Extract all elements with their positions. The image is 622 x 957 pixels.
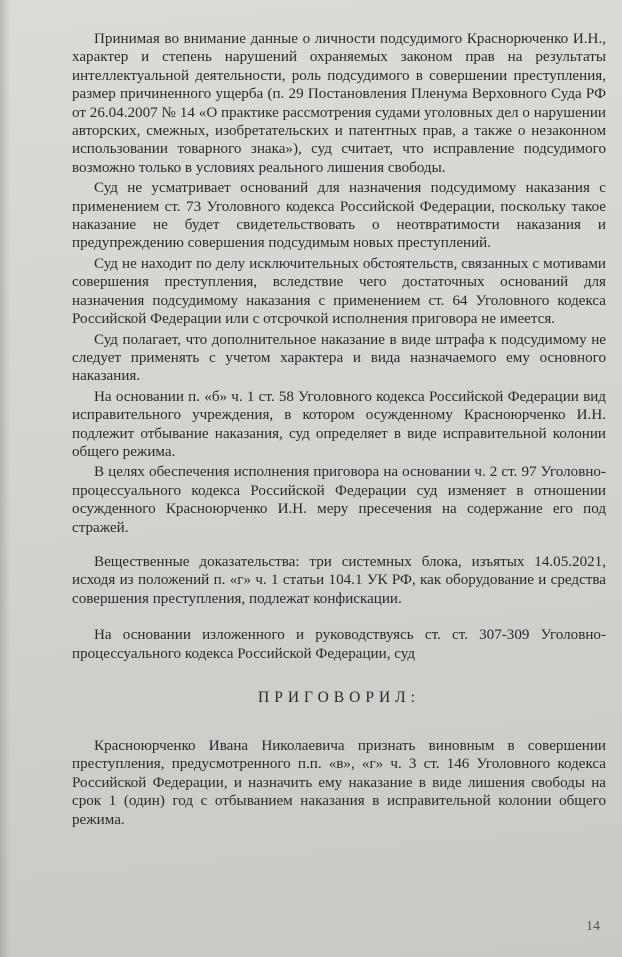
paragraph-grounds: На основании изложенного и руководствуясь ст. ст. 307-309 Уголовно-процессуального кодекса Российской Федерации, суд bbox=[72, 627, 606, 662]
verdict-heading: ПРИГОВОРИЛ: bbox=[258, 689, 420, 706]
paragraph-fine: Суд полагает, что дополнительное наказание в виде штрафа к подсудимому не следует применять с учетом характера и вида назначаемого ему основного наказания. bbox=[72, 331, 606, 385]
paragraph-article-64: Суд не находит по делу исключительных обстоятельств, связанных с мотивами совершения преступления, вследствие чего достаточных оснований для назначения подсудимому наказания с применением ст. 64 Уголовного кодекса Российской Федерации или с отсрочкой исполнения приговора не имеется. bbox=[72, 255, 606, 328]
page-number: 14 bbox=[586, 919, 600, 934]
paragraph-article-73: Суд не усматривает оснований для назначения подсудимому наказания с применением ст. 73 Уголовного кодекса Российской Федерации, поскольку такое наказание не будет свидетельствовать о неотвратимости наказания и предупреждению совершения подсудимым новых преступлений. bbox=[72, 180, 606, 252]
paragraph-personality-assessment: Принимая во внимание данные о личности подсудимого Краснорюченко И.Н., характер и степень нарушений охраняемых законом прав на результаты интеллектуальной деятельности, роль подсудимого в совершении преступления, размер причиненного ущерба (п. 29 Постановления Пленума Верховного Суда РФ от 26.04.2007 № 14 «О практике рассмотрения судами уголовных дел о нарушении авторских, смежных, изобретательских и патентных прав, а также о незаконном использовании товарного знака»), суд считает, что исправление подсудимого возможно только в условиях реального лишения свободы. bbox=[72, 31, 606, 176]
paragraph-verdict: Красноюрченко Ивана Николаевича признать виновным в совершении преступления, предусмотренного п.п. «в», «г» ч. 3 ст. 146 Уголовного кодекса Российской Федерации, и назначить ему наказание в виде лишения свободы на срок 1 (один) год с отбыванием наказания в исправительной колонии общего режима. bbox=[72, 738, 606, 828]
page-edge-shadow bbox=[0, 0, 10, 957]
paragraph-article-58: На основании п. «б» ч. 1 ст. 58 Уголовного кодекса Российской Федерации вид исправительного учреждения, в котором осужденному Красноюрченко И.Н. подлежит отбывание наказания, суд определяет в виде исправительной колонии общего режима. bbox=[72, 388, 606, 460]
paragraph-article-97: В целях обеспечения исполнения приговора на основании ч. 2 ст. 97 Уголовно-процессуального кодекса Российской Федерации суд изменяет в отношении осужденного Красноюрченко И.Н. меру пресечения на содержание его под стражей. bbox=[72, 464, 606, 536]
paragraph-evidence: Вещественные доказательства: три системных блока, изъятых 14.05.2021, исходя из положений п. «г» ч. 1 статьи 104.1 УК РФ, как оборудование и средства совершения преступления, подлежат конфискации. bbox=[72, 553, 606, 607]
